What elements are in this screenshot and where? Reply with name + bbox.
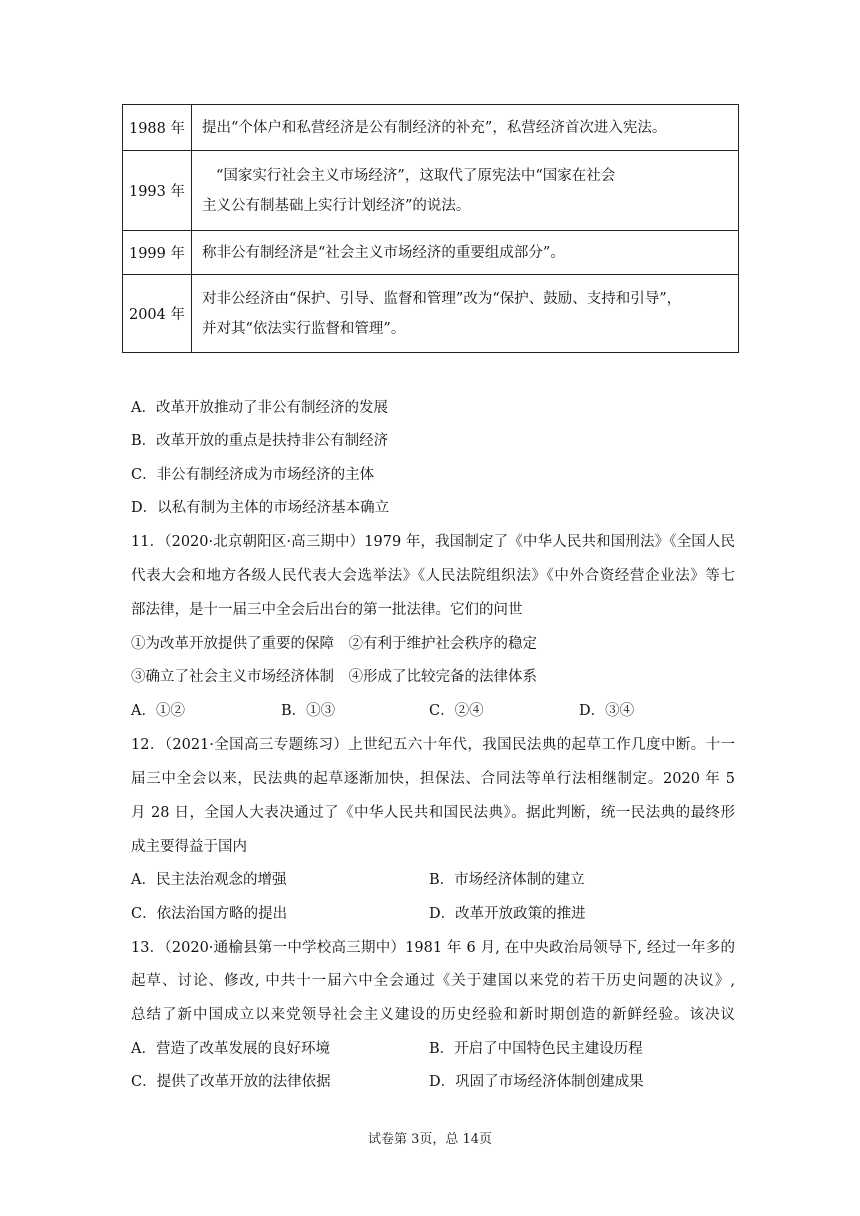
- question-stem-line: 11．（2020·北京朝阳区·高三期中）1979 年，我国制定了《中华人民共和国刑法》《全国人民: [131, 534, 735, 550]
- option-c[interactable]: C．②④: [429, 703, 484, 719]
- question-stem-line: 12．（2021·全国高三专题练习）上世纪五六十年代，我国民法典的起草工作几度中断。十一: [131, 737, 735, 753]
- table-row: [123, 151, 739, 231]
- option-d[interactable]: D．改革开放政策的推进: [429, 906, 586, 922]
- question-stem-line: 总结了新中国成立以来党领导社会主义建设的历史经验和新时期创造的新鲜经验。该决议: [131, 1007, 735, 1023]
- table-desc-cell: [192, 275, 739, 353]
- option-c[interactable]: C．提供了改革开放的法律依据: [131, 1074, 331, 1090]
- question-stem-line: 代表大会和地方各级人民代表大会选举法》《人民法院组织法》《中外合资经营企业法》等七: [131, 568, 735, 584]
- option-a[interactable]: A．改革开放推动了非公有制经济的发展: [131, 400, 388, 416]
- table-row: [123, 231, 739, 275]
- option-a[interactable]: A．①②: [131, 703, 185, 719]
- statement-line: ①为改革开放提供了重要的保障 ②有利于维护社会秩序的稳定: [131, 636, 537, 652]
- option-a[interactable]: A．民主法治观念的增强: [131, 872, 287, 888]
- table-desc-line: “国家实行社会主义市场经济”，这取代了原宪法中“国家在社会: [216, 167, 616, 184]
- option-b[interactable]: B．开启了中国特色民主建设历程: [429, 1041, 643, 1057]
- table-row: [123, 275, 739, 353]
- option-b[interactable]: B．①③: [281, 703, 336, 719]
- question-stem-line: 部法律，是十一届三中全会后出台的第一批法律。它们的问世: [131, 602, 523, 618]
- table-year-cell: 2004 年: [123, 275, 192, 353]
- option-d[interactable]: D．巩固了市场经济体制创建成果: [429, 1074, 644, 1090]
- table-desc-line: 并对其“依法实行监督和管理”。: [202, 320, 406, 337]
- table-desc-line: 主义公有制基础上实行计划经济”的说法。: [202, 197, 471, 214]
- table-year-cell: 1999 年: [123, 231, 192, 275]
- question-stem-line: 13．（2020·通榆县第一中学校高三期中）1981 年 6 月, 在中央政治局领导下, 经过一年多的: [131, 940, 735, 956]
- statement-line: ③确立了社会主义市场经济体制 ④形成了比较完备的法律体系: [131, 669, 537, 685]
- option-a[interactable]: A．营造了改革发展的良好环境: [131, 1041, 330, 1057]
- option-b[interactable]: B．市场经济体制的建立: [429, 872, 585, 888]
- option-b[interactable]: B．改革开放的重点是扶持非公有制经济: [131, 433, 389, 449]
- option-c[interactable]: C．非公有制经济成为市场经济的主体: [131, 467, 375, 483]
- option-d[interactable]: D．③④: [579, 703, 635, 719]
- table-desc-line: 提出“个体户和私营经济是公有制经济的补充”，私营经济首次进入宪法。: [202, 119, 667, 136]
- constitution-amendment-table: [122, 104, 739, 353]
- option-d[interactable]: D．以私有制为主体的市场经济基本确立: [131, 500, 390, 516]
- table-year-cell: 1988 年: [123, 105, 192, 151]
- question-stem-line: 成主要得益于国内: [131, 839, 247, 855]
- option-c[interactable]: C．依法治国方略的提出: [131, 906, 288, 922]
- table-year-cell: 1993 年: [123, 151, 192, 231]
- table-desc-line: 称非公有制经济是“社会主义市场经济的重要组成部分”。: [202, 244, 565, 261]
- table-desc-cell: [192, 105, 739, 151]
- question-stem-line: 月 28 日，全国人大表决通过了《中华人民共和国民法典》。据此判断，统一民法典的最终形: [131, 805, 735, 821]
- question-stem-line: 起草、讨论、修改, 中共十一届六中全会通过《关于建国以来党的若干历史问题的决议》,: [131, 973, 735, 989]
- table-desc-cell: [192, 231, 739, 275]
- table-desc-cell: [192, 151, 739, 231]
- page-footer: 试卷第 3页，总 14页: [367, 1132, 493, 1147]
- table-row: [123, 105, 739, 151]
- question-stem-line: 届三中全会以来，民法典的起草逐渐加快，担保法、合同法等单行法相继制定。2020 年 5: [131, 771, 735, 787]
- table-desc-line: 对非公经济由“保护、引导、监督和管理”改为“保护、鼓励、支持和引导”，: [202, 290, 682, 307]
